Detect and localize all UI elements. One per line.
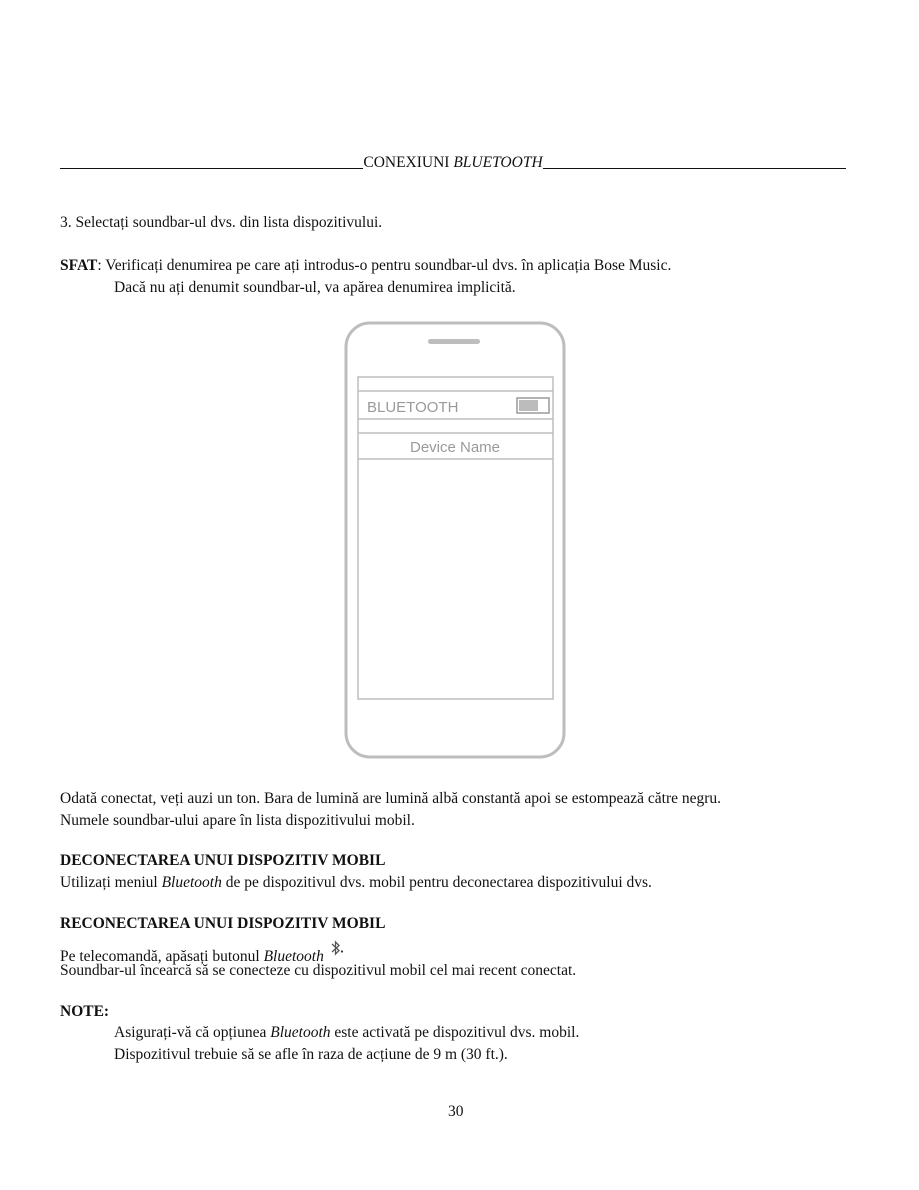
reconnect-text-before: Pe telecomandă, apăsați butonul [60, 948, 264, 965]
notes-heading: NOTE: [60, 1003, 110, 1020]
header-rule-left [60, 168, 363, 169]
phone-screen [358, 377, 553, 699]
section-title-italic: BLUETOOTH [453, 154, 543, 171]
section-title-plain: CONEXIUNI [363, 154, 454, 171]
disconnect-text-after: de pe dispozitivul dvs. mobil pentru deconectarea dispozitivului dvs. [221, 874, 652, 891]
tip-line-1 [60, 257, 671, 275]
note-1 [114, 1024, 579, 1042]
disconnect-text-italic: Bluetooth [161, 874, 222, 891]
connected-line-2: Numele soundbar-ului apare în lista dispozitivului mobil. [60, 812, 415, 829]
device-name-list-item: Device Name [409, 439, 501, 456]
step-3-text: 3. Selectați soundbar-ul dvs. din lista dispozitivului. [60, 214, 383, 231]
disconnect-text [60, 874, 652, 892]
note-2: Dispozitivul trebuie să se afle în raza de acțiune de 9 m (30 ft.). [114, 1046, 508, 1063]
phone-speaker [428, 339, 480, 344]
note-1-before: Asigurați-vă că opțiunea [114, 1024, 271, 1041]
section-title [363, 154, 542, 172]
note-1-italic: Bluetooth [270, 1024, 331, 1041]
bluetooth-toggle [517, 398, 549, 413]
page-number: 30 [448, 1103, 464, 1120]
tip-text-1: : Verificați denumirea pe care ați introdus-o pentru soundbar-ul dvs. în aplicația Bose Music. [97, 257, 672, 274]
disconnect-text-before: Utilizați meniul [60, 874, 162, 891]
section-header [60, 150, 846, 172]
phone-illustration [340, 318, 572, 764]
reconnect-heading: RECONECTAREA UNUI DISPOZITIV MOBIL [60, 915, 386, 932]
bluetooth-setting-label: BLUETOOTH [367, 399, 459, 416]
disconnect-heading: DECONECTAREA UNUI DISPOZITIV MOBIL [60, 852, 386, 869]
bluetooth-icon [328, 940, 344, 958]
note-1-after: este activată pe dispozitivul dvs. mobil. [330, 1024, 580, 1041]
tip-label: SFAT [60, 257, 98, 274]
connected-line-1: Odată conectat, veți auzi un ton. Bara de lumină are lumină albă constantă apoi se estompează către negru. [60, 790, 722, 807]
reconnect-text-italic: Bluetooth [263, 948, 324, 965]
tip-line-2: Dacă nu ați denumit soundbar-ul, va apărea denumirea implicită. [114, 279, 516, 296]
header-rule-right [543, 168, 846, 169]
reconnect-line-2: Soundbar-ul încearcă să se conecteze cu dispozitivul mobil cel mai recent conectat. [60, 962, 577, 979]
